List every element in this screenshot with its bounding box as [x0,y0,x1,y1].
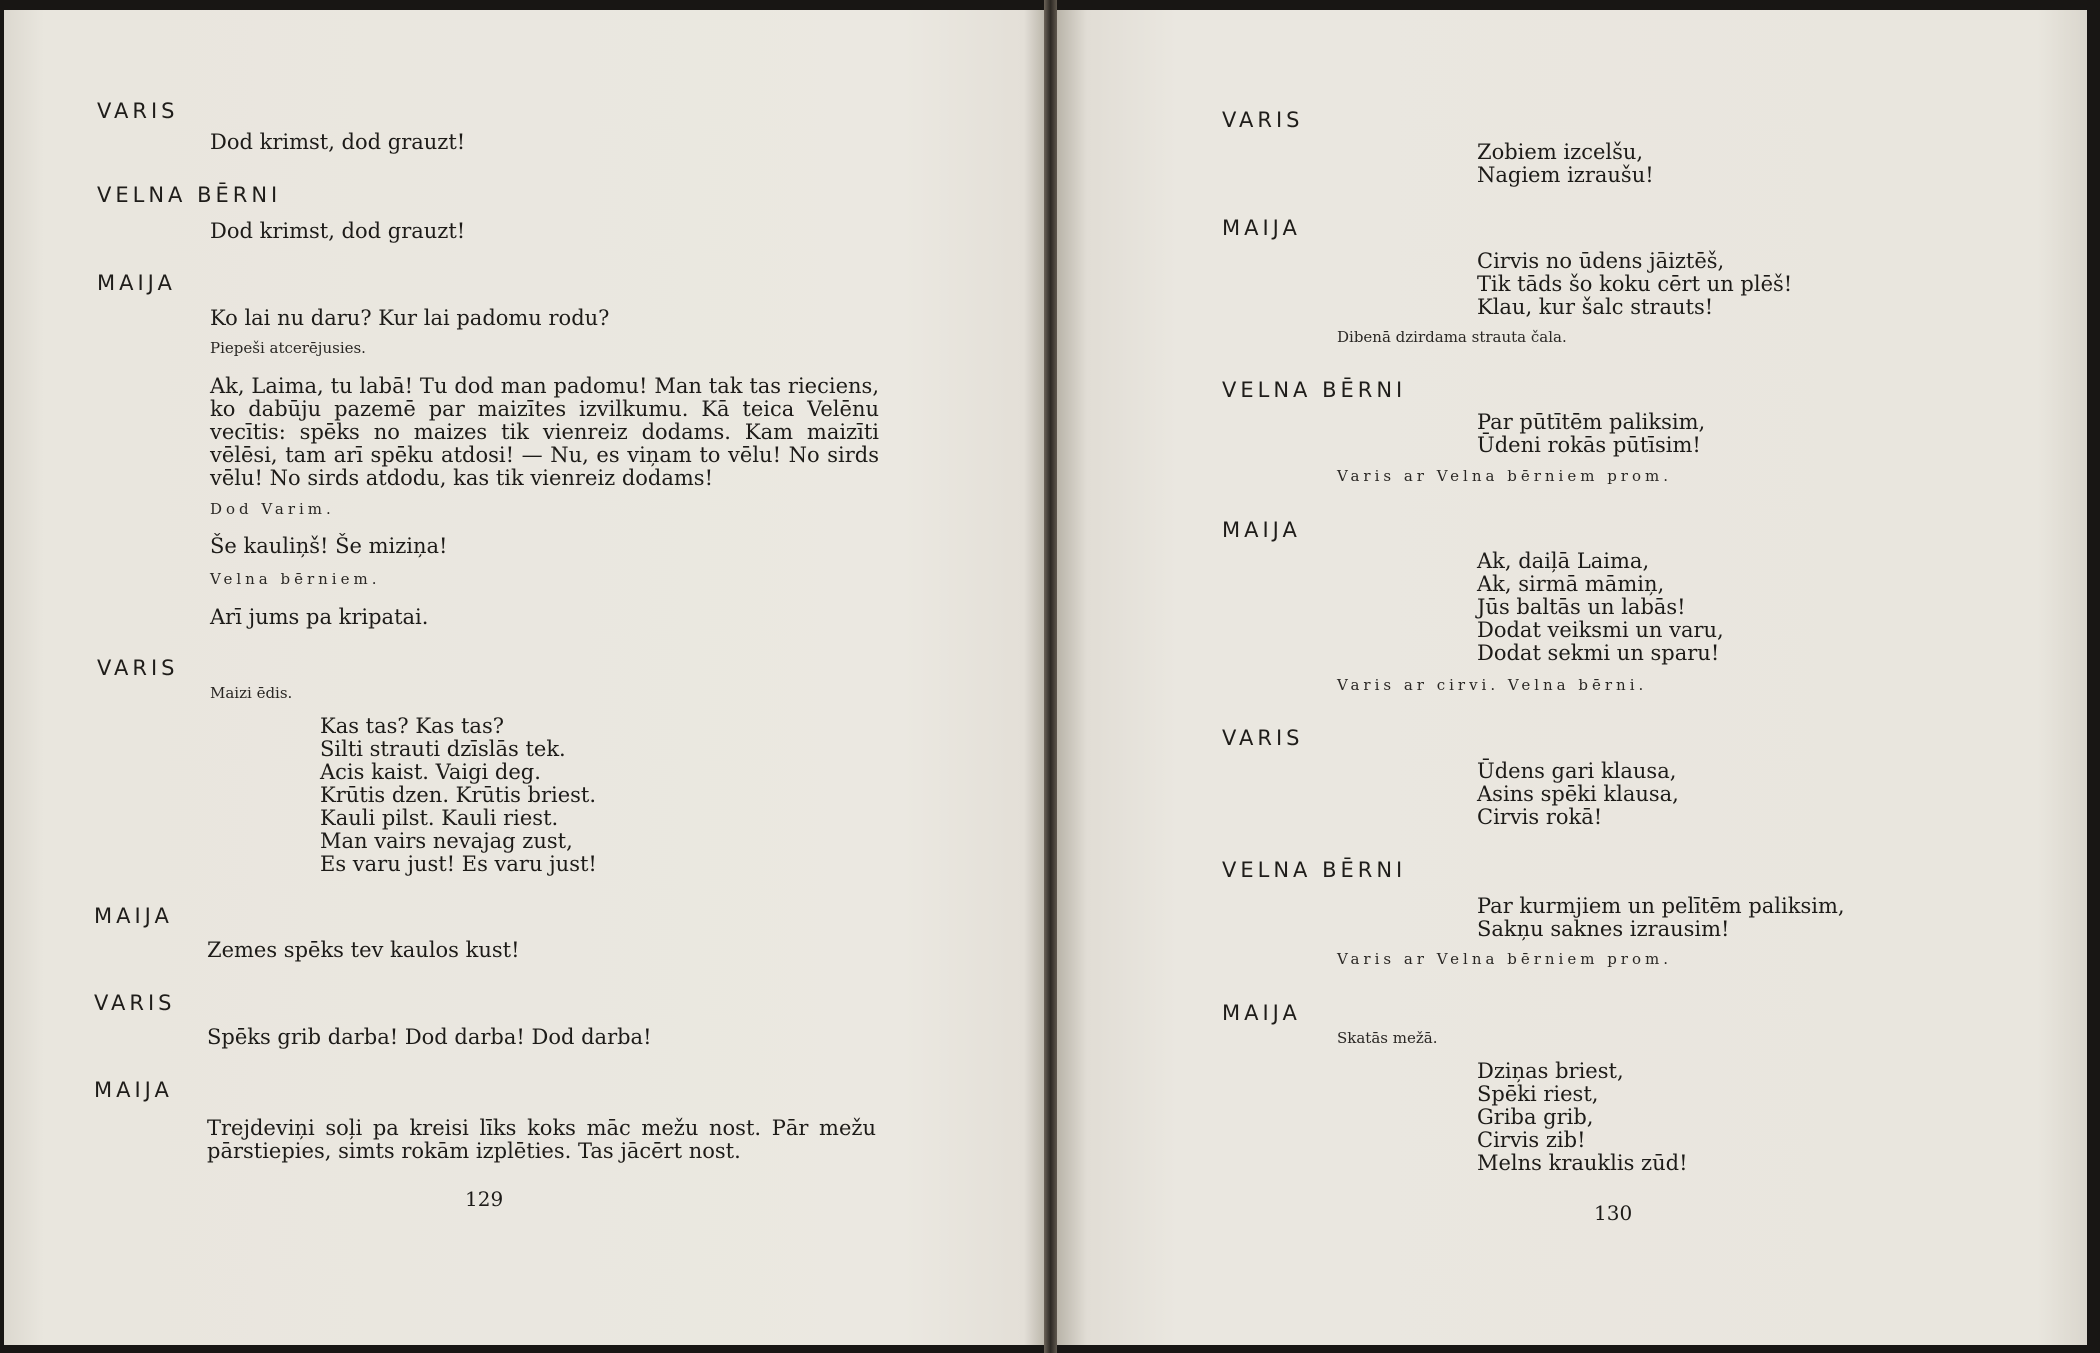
verse-line: Ūdeni rokās pūtīsim! [1477,433,1701,457]
stage-direction: Dod Varim. [210,500,335,518]
verse-line: Cirvis rokā! [1477,805,1603,829]
stage-direction: Skatās mežā. [1337,1029,1438,1047]
stage-direction: Varis ar cirvi. Velna bērni. [1337,676,1648,694]
stage-direction: Velna bērniem. [210,570,381,588]
speaker-name: MAIJA [1222,1001,1301,1025]
speaker-name: VELNA BĒRNI [97,183,282,207]
verse-block [1477,760,1679,829]
stage-direction: Varis ar Velna bērniem prom. [1337,467,1672,485]
dialogue-line: Še kauliņš! Še miziņa! [210,534,448,558]
dialogue-line: Dod krimst, dod grauzt! [210,219,466,243]
speaker-name: VELNA BĒRNI [1222,378,1407,402]
speaker-name: MAIJA [1222,518,1301,542]
verse-line: Ūdens gari klausa, [1477,759,1677,783]
speaker-name: VARIS [1222,108,1304,132]
verse-line: Klau, kur šalc strauts! [1477,295,1714,319]
verse-line: Cirvis no ūdens jāiztēš, [1477,249,1725,273]
dialogue-line: Zemes spēks tev kaulos kust! [207,938,520,962]
stage-direction: Piepeši atcerējusies. [210,339,366,357]
verse-line: Kas tas? Kas tas? [320,714,504,738]
speaker-name: VELNA BĒRNI [1222,858,1407,882]
verse-line: Kauli pilst. Kauli riest. [320,806,559,830]
verse-line: Ak, daiļā Laima, [1477,549,1650,573]
verse-block [1477,141,1654,187]
verse-line: Zobiem izcelšu, [1477,140,1644,164]
speaker-name: VARIS [94,991,176,1015]
dialogue-line: Dod krimst, dod grauzt! [210,130,466,154]
book-gutter [1044,0,1057,1353]
dialogue-line: Spēks grib darba! Dod darba! Dod darba! [207,1025,652,1049]
page-number: 130 [1594,1201,1633,1225]
speaker-name: VARIS [97,99,179,123]
verse-line: Cirvis zib! [1477,1128,1586,1152]
speaker-name: VARIS [97,656,179,680]
verse-block [320,715,597,876]
verse-line: Par pūtītēm paliksim, [1477,410,1706,434]
stage-direction: Varis ar Velna bērniem prom. [1337,950,1672,968]
speaker-name: MAIJA [1222,216,1301,240]
dialogue-line: Ko lai nu daru? Kur lai padomu rodu? [210,306,610,330]
verse-line: Asins spēki klausa, [1477,782,1679,806]
speaker-name: VARIS [1222,726,1304,750]
verse-line: Sakņu saknes izrausim! [1477,917,1730,941]
verse-line: Jūs baltās un labās! [1477,595,1686,619]
verse-line: Melns krauklis zūd! [1477,1151,1688,1175]
verse-line: Tik tāds šo koku cērt un plēš! [1477,272,1793,296]
verse-line: Ak, sirmā māmiņ, [1477,572,1665,596]
speaker-name: MAIJA [94,904,173,928]
verse-line: Griba grib, [1477,1105,1594,1129]
verse-block [1477,895,1845,941]
page-number: 129 [465,1187,504,1211]
dialogue-line: Arī jums pa kripatai. [210,605,429,629]
stage-direction: Maizi ēdis. [210,684,293,702]
speaker-name: MAIJA [94,1078,173,1102]
verse-block [1477,550,1724,665]
verse-line: Spēki riest, [1477,1082,1599,1106]
verse-line: Par kurmjiem un pelītēm paliksim, [1477,894,1845,918]
verse-block [1477,250,1792,319]
verse-line: Acis kaist. Vaigi deg. [320,760,541,784]
verse-line: Dodat veiksmi un varu, [1477,618,1724,642]
verse-line: Nagiem izraušu! [1477,163,1654,187]
dialogue-paragraph: Trejdeviņi soļi pa kreisi līks koks māc mežu nost. Pār mežu pārstiepies, simts rokām izplēties. Tas jācērt nost. [207,1116,876,1163]
left-page [4,10,1044,1345]
verse-line: Dziņas briest, [1477,1059,1624,1083]
verse-line: Man vairs nevajag zust, [320,829,573,853]
verse-line: Krūtis dzen. Krūtis briest. [320,783,597,807]
speaker-name: MAIJA [97,271,176,295]
right-page [1057,10,2087,1345]
verse-line: Dodat sekmi un sparu! [1477,641,1720,665]
dialogue-paragraph: Ak, Laima, tu labā! Tu dod man padomu! Man tak tas rieciens, ko dabūju pazemē par maizītes izvilkumu. Kā teica Velēnu vecītis: spēks no maizes tik vienreiz dodams. Kam maizīti vēlēsi, tam arī spēku atdosi! — Nu, es viņam to vēlu! No sirds vēlu! No sirds atdodu, kas tik vienreiz dodams! [210,374,879,490]
verse-line: Silti strauti dzīslās tek. [320,737,566,761]
stage-direction: Dibenā dzirdama strauta čala. [1337,328,1567,346]
verse-block [1477,1060,1688,1175]
verse-line: Es varu just! Es varu just! [320,852,597,876]
verse-block [1477,411,1705,457]
